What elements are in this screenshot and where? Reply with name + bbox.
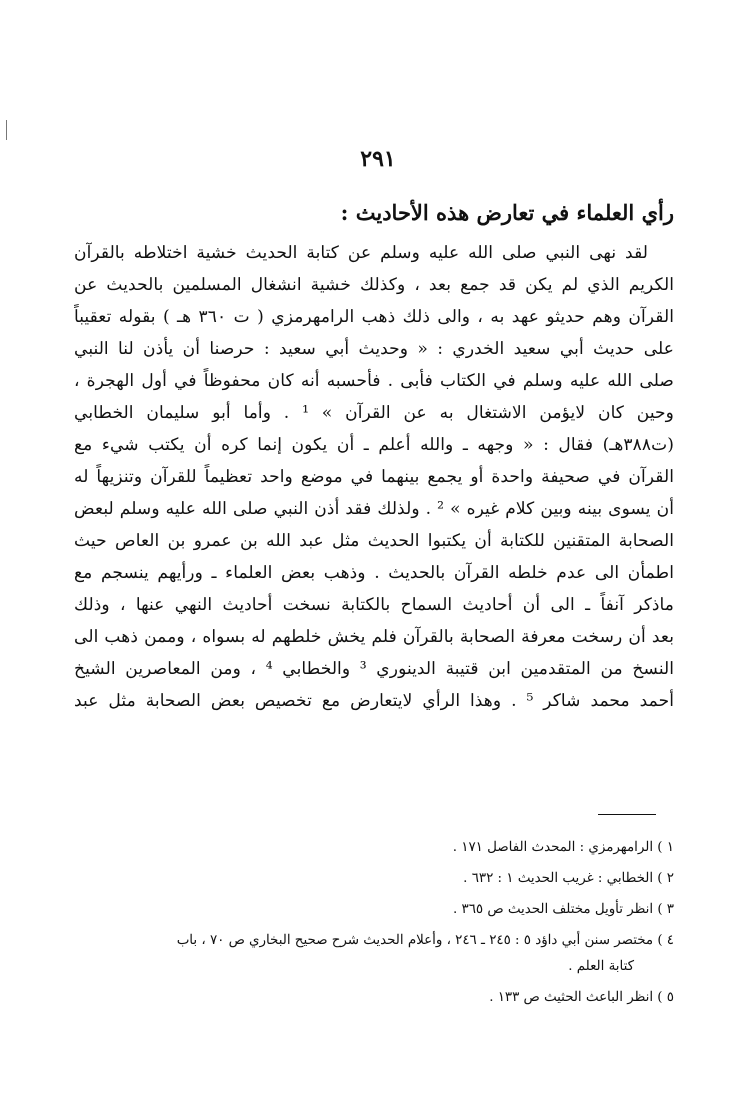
body-line: الكريم الذي لم يكن قد جمع بعد ، وكذلك خشية انشغال المسلمين بالحديث عن bbox=[74, 275, 674, 295]
footnote-text: ٢ ) الخطابي : غريب الحديث ١ : ٦٣٢ . bbox=[463, 871, 674, 886]
footnote bbox=[74, 931, 674, 977]
body-text bbox=[74, 237, 674, 717]
body-line: (ت٣٨٨هـ) فقال : « وجهه ـ والله أعلم ـ أن يكون إنما كره أن يكتب شيء مع bbox=[74, 435, 674, 455]
footnote bbox=[74, 838, 674, 858]
body-line: القرآن في صحيفة واحدة أو يجمع بينهما في موضع واحد تعظيماً للقرآن وتنزيهاً له bbox=[74, 467, 674, 487]
page-number: ٢٩١ bbox=[360, 146, 396, 172]
footnote bbox=[74, 988, 674, 1008]
body-line: وحين كان لايؤمن الاشتغال به عن القرآن » ¹ . وأما أبو سليمان الخطابي bbox=[74, 403, 674, 423]
footnote-separator bbox=[598, 814, 656, 815]
scan-margin-mark bbox=[6, 120, 7, 140]
footnote bbox=[74, 900, 674, 920]
footnote-text: ٥ ) انظر الباعث الحثيث ص ١٣٣ . bbox=[489, 990, 674, 1005]
body-line: النسخ من المتقدمين ابن قتيبة الدينوري ³ والخطابي ⁴ ، ومن المعاصرين الشيخ bbox=[74, 659, 674, 679]
body-line: أحمد محمد شاكر ⁵ . وهذا الرأي لايتعارض مع تخصيص بعض الصحابة مثل عبد bbox=[74, 691, 674, 711]
body-line: أن يسوى بينه وبين كلام غيره » ² . ولذلك فقد أذن النبي صلى الله عليه وسلم لبعض bbox=[74, 499, 674, 519]
footnote-continuation: كتابة العلم . bbox=[568, 959, 634, 974]
body-line: الصحابة المتقنين للكتابة أن يكتبوا الحديث مثل عبد الله بن عمرو بن العاص حيث bbox=[74, 531, 674, 551]
body-line: لقد نهى النبي صلى الله عليه وسلم عن كتابة الحديث خشية اختلاطه بالقرآن bbox=[74, 243, 648, 263]
footnote-text: ١ ) الرامهرمزي : المحدث الفاصل ١٧١ . bbox=[452, 840, 674, 855]
footnote-text: ٤ ) مختصر سنن أبي داؤد ٥ : ٢٤٥ ـ ٢٤٦ ، وأعلام الحديث شرح صحيح البخاري ص ٧٠ ، باب bbox=[176, 933, 674, 948]
body-line: بعد أن رسخت معرفة الصحابة بالقرآن فلم يخش خلطهم له بسواه ، وممن ذهب الى bbox=[74, 627, 674, 647]
footnotes bbox=[74, 838, 674, 1019]
body-line: اطمأن الى عدم خلطه القرآن بالحديث . وذهب بعض العلماء ـ ورأيهم ينسجم مع bbox=[74, 563, 674, 583]
footnote bbox=[74, 869, 674, 889]
body-line: صلى الله عليه وسلم في الكتاب فأبى . فأحسبه أنه كان محفوظاً في أول الهجرة ، bbox=[74, 371, 674, 391]
body-line: القرآن وهم حديثو عهد به ، والى ذلك ذهب الرامهرمزي ( ت ٣٦٠ هـ ) بقوله تعقيباً bbox=[74, 307, 674, 327]
section-heading: رأي العلماء في تعارض هذه الأحاديث : bbox=[340, 200, 674, 225]
footnote-text: ٣ ) انظر تأويل مختلف الحديث ص ٣٦٥ . bbox=[453, 902, 674, 917]
body-line: على حديث أبي سعيد الخدري : « وحديث أبي سعيد : حرصنا أن يأذن لنا النبي bbox=[74, 339, 674, 359]
body-line: ماذكر آنفاً ـ الى أن أحاديث السماح بالكتابة نسخت أحاديث النهي عنها ، وذلك bbox=[74, 595, 674, 615]
